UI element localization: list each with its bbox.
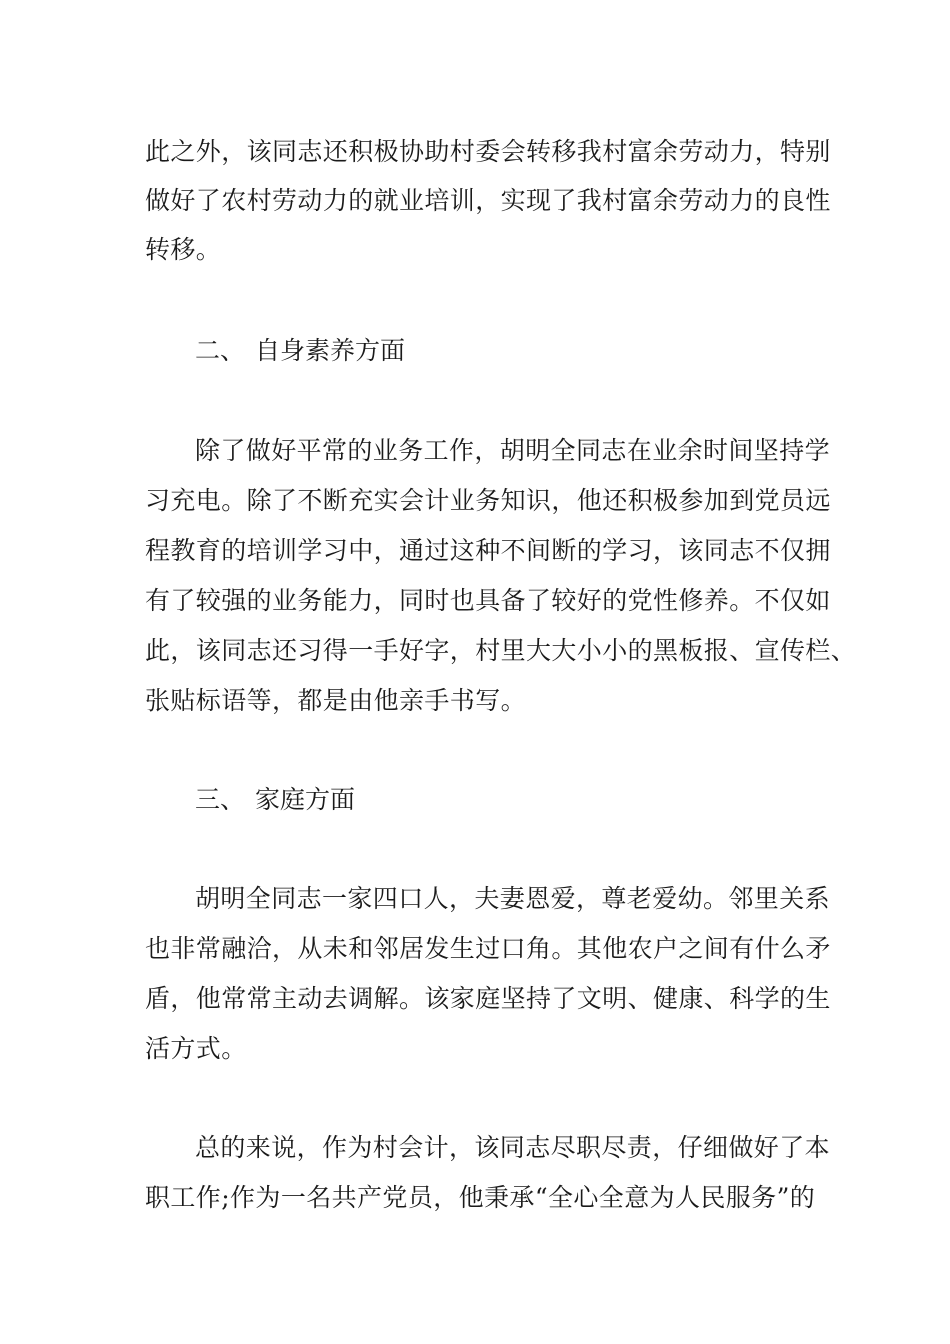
paragraph-line: 此，该同志还习得一手好字，村里大大小小的黑板报、宣传栏、 [145, 636, 857, 665]
section-heading: 自身素养方面 [255, 336, 406, 365]
paragraph-line: 张贴标语等，都是由他亲手书写。 [145, 686, 527, 715]
section-heading: 家庭方面 [255, 785, 356, 814]
paragraph-line: 此之外，该同志还积极协助村委会转移我村富余劳动力，特别 [145, 137, 831, 166]
paragraph-line: 除了做好平常的业务工作，胡明全同志在业余时间坚持学 [195, 436, 831, 465]
paragraph-line: 也非常融洽，从未和邻居发生过口角。其他农户之间有什么矛 [145, 934, 831, 963]
paragraph-line: 程教育的培训学习中，通过这种不间断的学习，该同志不仅拥 [145, 536, 831, 565]
paragraph-line: 职工作;作为一名共产党员，他秉承“全心全意为人民服务”的 [145, 1183, 816, 1212]
section-number: 二、 [195, 336, 246, 365]
paragraph-line: 习充电。除了不断充实会计业务知识，他还积极参加到党员远 [145, 486, 831, 515]
paragraph-line: 做好了农村劳动力的就业培训，实现了我村富余劳动力的良性 [145, 186, 831, 215]
paragraph-line: 盾，他常常主动去调解。该家庭坚持了文明、健康、科学的生 [145, 984, 831, 1013]
paragraph-line: 转移。 [145, 235, 222, 264]
section-number: 三、 [195, 785, 246, 814]
paragraph-line: 总的来说，作为村会计，该同志尽职尽责，仔细做好了本 [195, 1133, 831, 1162]
paragraph-line: 胡明全同志一家四口人，夫妻恩爱，尊老爱幼。邻里关系 [195, 884, 831, 913]
paragraph-line: 活方式。 [145, 1034, 247, 1063]
paragraph-line: 有了较强的业务能力，同时也具备了较好的党性修养。不仅如 [145, 586, 831, 615]
